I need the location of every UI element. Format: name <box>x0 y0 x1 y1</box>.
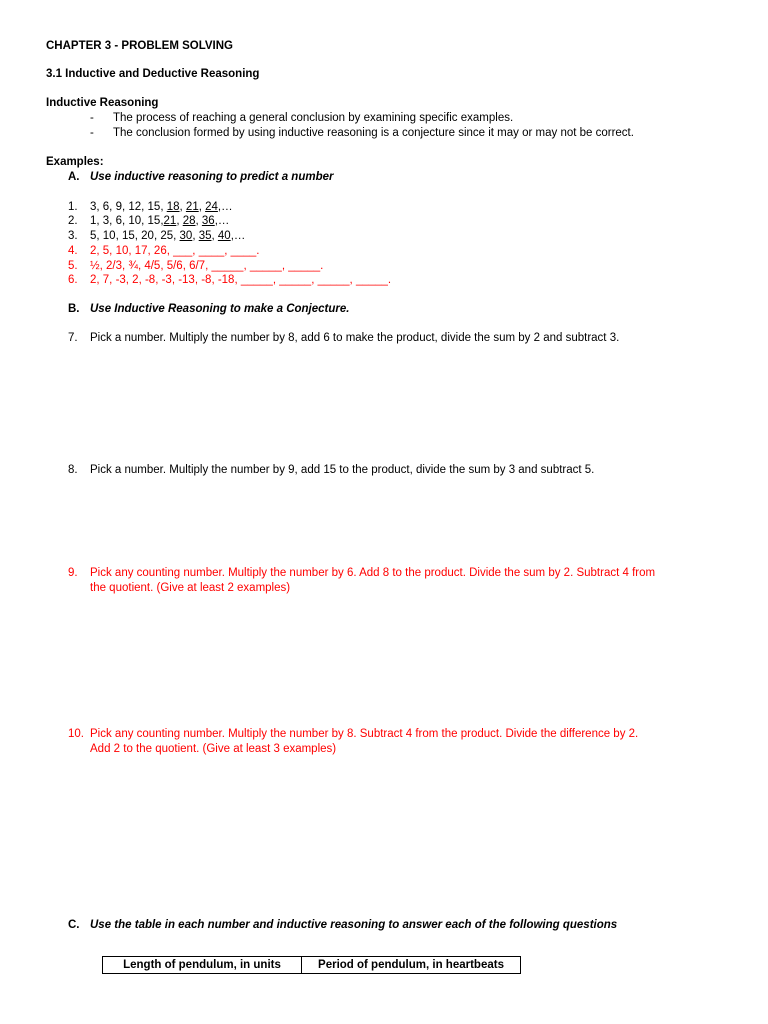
sequence-item: 5, 10, 15, 20, 25, 30, 35, 40,… <box>90 230 246 242</box>
part-b-letter: B. <box>68 303 80 315</box>
part-b-instruction: Use Inductive Reasoning to make a Conjecture. <box>90 303 350 315</box>
sequence-terms: 1, 3, 6, 10, 15, <box>90 215 164 227</box>
sequence-ellipsis: ,… <box>217 201 233 213</box>
problem-text: Pick any counting number. Multiply the number by 8. Subtract 4 from the product. Divide the difference by 2. <box>90 728 639 740</box>
item-number: 3. <box>68 230 78 242</box>
part-c-letter: C. <box>68 919 80 931</box>
bullet-dash: - <box>90 112 94 124</box>
section-title: 3.1 Inductive and Deductive Reasoning <box>46 68 260 80</box>
sequence-terms: 5, 10, 15, 20, 25, <box>90 230 180 242</box>
part-c-instruction: Use the table in each number and inductive reasoning to answer each of the following questions <box>90 919 618 931</box>
examples-heading: Examples: <box>46 156 104 168</box>
sequence-item: 3, 6, 9, 12, 15, 18, 21, 24,… <box>90 201 233 213</box>
item-number: 7. <box>68 332 78 344</box>
item-number: 6. <box>68 274 78 286</box>
item-number: 4. <box>68 245 78 257</box>
bullet-dash: - <box>90 127 94 139</box>
sequence-item: 1, 3, 6, 10, 15,21, 28, 36,… <box>90 215 230 227</box>
sequence-answer: 36 <box>201 215 215 227</box>
problem-text: Pick a number. Multiply the number by 9, add 15 to the product, divide the sum by 3 and subtract 5. <box>90 464 595 476</box>
chapter-title: CHAPTER 3 - PROBLEM SOLVING <box>46 40 233 52</box>
sequence-answer: 21 <box>185 201 199 213</box>
sequence-exercise: 2, 7, -3, 2, -8, -3, -13, -8, -18, _____, _____, _____, _____. <box>90 274 392 286</box>
item-number: 5. <box>68 260 78 272</box>
inductive-heading: Inductive Reasoning <box>46 97 159 109</box>
part-a-letter: A. <box>68 171 80 183</box>
item-number: 8. <box>68 464 78 476</box>
item-number: 9. <box>68 567 78 579</box>
part-a-instruction: Use inductive reasoning to predict a number <box>90 171 334 183</box>
sequence-exercise: ½, 2/3, ¾, 4/5, 5/6, 6/7, _____, _____, _____. <box>90 260 324 272</box>
table-header-row <box>103 957 521 974</box>
problem-text: Pick any counting number. Multiply the number by 6. Add 8 to the product. Divide the sum by 2. Subtract 4 from <box>90 567 656 579</box>
inductive-conjecture-note: The conclusion formed by using inductive reasoning is a conjecture since it may or may not be correct. <box>113 127 634 139</box>
item-number: 1. <box>68 201 78 213</box>
table-header-period: Period of pendulum, in heartbeats <box>302 957 521 974</box>
problem-text: the quotient. (Give at least 2 examples) <box>90 582 291 594</box>
table-header-length: Length of pendulum, in units <box>103 957 302 974</box>
item-number: 2. <box>68 215 78 227</box>
pendulum-table <box>102 956 521 974</box>
sequence-answer: 24 <box>205 201 218 213</box>
item-number: 10. <box>68 728 84 740</box>
sequence-answer: 18 <box>166 201 180 213</box>
sequence-answer: 35 <box>198 230 212 242</box>
problem-text: Add 2 to the quotient. (Give at least 3 examples) <box>90 743 337 755</box>
problem-text: Pick a number. Multiply the number by 8, add 6 to make the product, divide the sum by 2 and subtract 3. <box>90 332 620 344</box>
sequence-answer: 30 <box>179 230 193 242</box>
sequence-ellipsis: ,… <box>230 230 246 242</box>
sequence-answer: 21 <box>163 215 177 227</box>
sequence-exercise: 2, 5, 10, 17, 26, ___, ____, ____. <box>90 245 260 257</box>
sequence-answer: 28 <box>182 215 196 227</box>
sequence-answer: 40 <box>217 230 231 242</box>
sequence-ellipsis: ,… <box>214 215 230 227</box>
sequence-terms: 3, 6, 9, 12, 15, <box>90 201 167 213</box>
inductive-definition: The process of reaching a general conclusion by examining specific examples. <box>113 112 514 124</box>
